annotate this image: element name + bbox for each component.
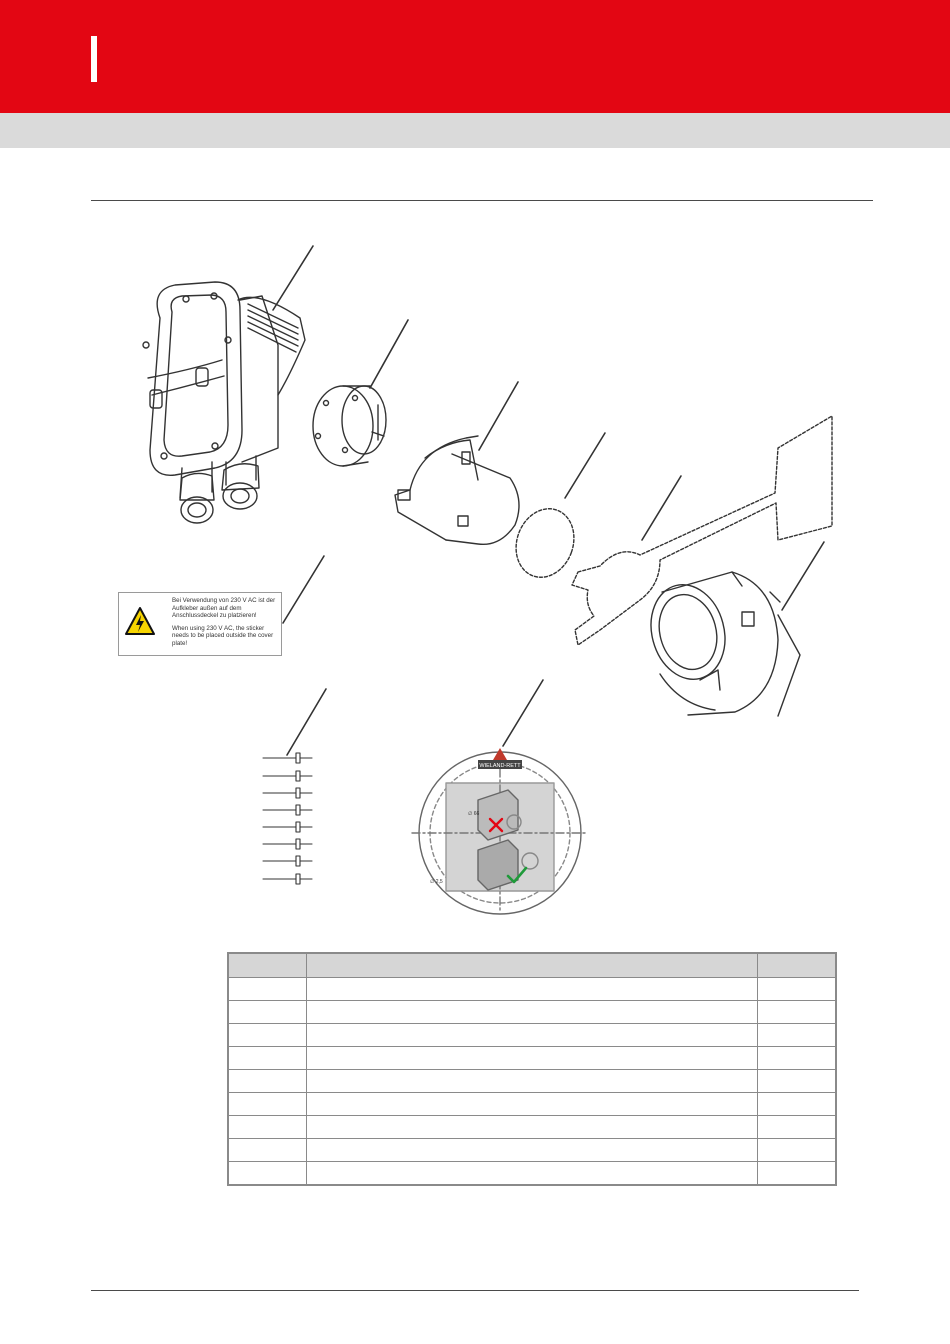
insert-part xyxy=(313,386,386,466)
table-cell xyxy=(758,1024,836,1047)
table-row xyxy=(229,1139,836,1162)
gasket-sheet-part xyxy=(572,416,832,645)
table-row xyxy=(229,1024,836,1047)
header-description xyxy=(307,954,758,978)
table-row xyxy=(229,1093,836,1116)
table-cell xyxy=(307,978,758,1001)
header-red-band xyxy=(0,0,950,113)
table-cell xyxy=(758,1047,836,1070)
table-row xyxy=(229,1116,836,1139)
leader-lines xyxy=(273,246,824,755)
mounting-base-part xyxy=(641,572,800,716)
table-cell xyxy=(307,1070,758,1093)
header-grey-band xyxy=(0,113,950,148)
table-header-row xyxy=(229,954,836,978)
electric-warning-icon xyxy=(124,606,156,636)
table-cell xyxy=(229,1047,307,1070)
sticker-text-en: When using 230 V AC, the sticker needs to be placed outside the cover plate! xyxy=(172,624,274,647)
table-cell xyxy=(758,1093,836,1116)
header-position xyxy=(229,954,307,978)
table-cell xyxy=(307,1001,758,1024)
header-marker-bar xyxy=(91,36,97,82)
housing-part xyxy=(143,282,305,523)
header-quantity xyxy=(758,954,836,978)
table-row xyxy=(229,1162,836,1185)
table-row xyxy=(229,978,836,1001)
table-cell xyxy=(229,1162,307,1185)
table-cell xyxy=(307,1024,758,1047)
parts-list-table xyxy=(227,952,837,1186)
table-cell xyxy=(229,978,307,1001)
table-cell xyxy=(229,1070,307,1093)
table-cell xyxy=(229,1024,307,1047)
table-cell xyxy=(307,1162,758,1185)
table-row xyxy=(229,1047,836,1070)
drilling-template-part xyxy=(412,748,588,914)
template-brand-label: WIELAND-RETT xyxy=(479,763,521,769)
table-row xyxy=(229,1070,836,1093)
table-cell xyxy=(307,1093,758,1116)
table-cell xyxy=(229,1093,307,1116)
voltage-warning-sticker xyxy=(118,592,282,656)
table-row xyxy=(229,1001,836,1024)
table-cell xyxy=(758,1162,836,1185)
exploded-view-drawing xyxy=(0,200,950,930)
table-cell xyxy=(229,1116,307,1139)
table-cell xyxy=(307,1139,758,1162)
rivets-part xyxy=(263,753,312,884)
ring-part xyxy=(395,436,519,544)
table-cell xyxy=(758,1139,836,1162)
table-cell xyxy=(758,1001,836,1024)
sticker-text-de: Bei Verwendung von 230 V AC ist der Aufkleber außen auf dem Anschlussdeckel zu platzieren! xyxy=(172,597,276,620)
table-cell xyxy=(307,1047,758,1070)
table-cell xyxy=(229,1001,307,1024)
bottom-rule xyxy=(91,1290,859,1291)
template-dim-b: ∅ 66 xyxy=(468,811,480,817)
table-cell xyxy=(758,1116,836,1139)
table-cell xyxy=(307,1116,758,1139)
template-dim-a: ∅ 2,5 xyxy=(430,879,443,885)
table-cell xyxy=(758,978,836,1001)
table-cell xyxy=(758,1070,836,1093)
table-cell xyxy=(229,1139,307,1162)
